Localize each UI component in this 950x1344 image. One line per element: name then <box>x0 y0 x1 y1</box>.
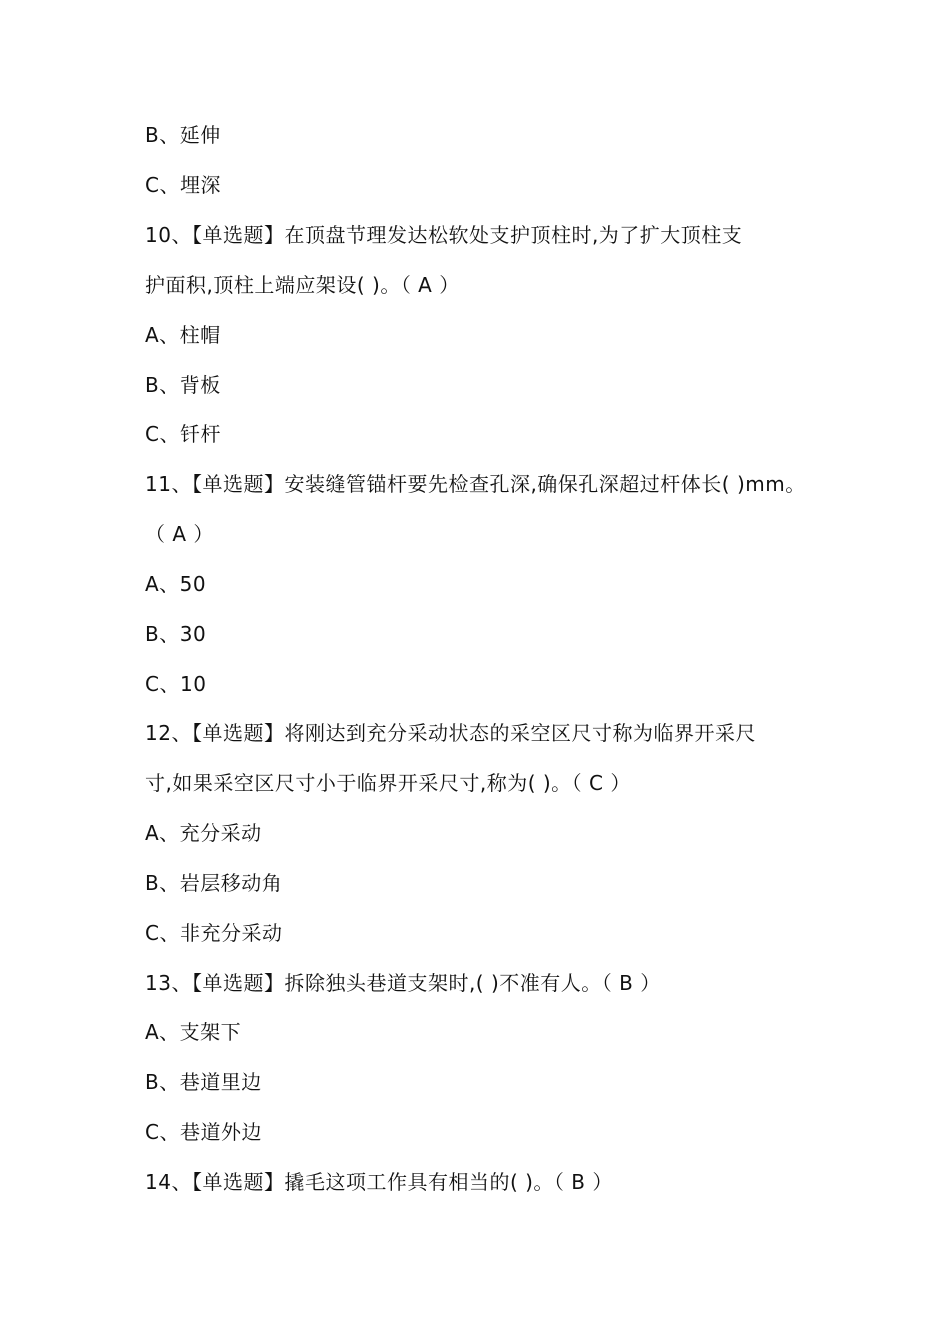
question-10-line-1: 10、【单选题】在顶盘节理发达松软处支护顶柱时,为了扩大顶柱支 <box>145 223 743 247</box>
question-14-line-1: 14、【单选题】撬毛这项工作具有相当的( )。（ B ） <box>145 1170 613 1194</box>
question-11-line-1: 11、【单选题】安装缝管锚杆要先检查孔深,确保孔深超过杆体长( )mm。 <box>145 472 806 496</box>
question-13-line-1: 13、【单选题】拆除独头巷道支架时,( )不准有人。（ B ） <box>145 971 661 995</box>
option-line-11a: A、50 <box>145 572 207 596</box>
option-line-12b: B、岩层移动角 <box>145 871 283 895</box>
option-line-11c: C、10 <box>145 672 207 696</box>
option-line-12a: A、充分采动 <box>145 821 262 845</box>
option-line-10a: A、柱帽 <box>145 323 221 347</box>
option-line-9c: C、埋深 <box>145 173 221 197</box>
question-12-line-2: 寸,如果采空区尺寸小于临界开采尺寸,称为( )。（ C ） <box>145 771 631 795</box>
option-line-10b: B、背板 <box>145 373 221 397</box>
option-line-13b: B、巷道里边 <box>145 1070 262 1094</box>
option-line-9b: B、延伸 <box>145 123 221 147</box>
option-line-12c: C、非充分采动 <box>145 921 283 945</box>
option-line-13c: C、巷道外边 <box>145 1120 262 1144</box>
question-11-line-2: （ A ） <box>145 522 214 546</box>
option-line-10c: C、钎杆 <box>145 422 221 446</box>
question-12-line-1: 12、【单选题】将刚达到充分采动状态的采空区尺寸称为临界开采尺 <box>145 721 756 745</box>
option-line-13a: A、支架下 <box>145 1020 242 1044</box>
option-line-11b: B、30 <box>145 622 207 646</box>
question-10-line-2: 护面积,顶柱上端应架设( )。（ A ） <box>145 273 460 297</box>
